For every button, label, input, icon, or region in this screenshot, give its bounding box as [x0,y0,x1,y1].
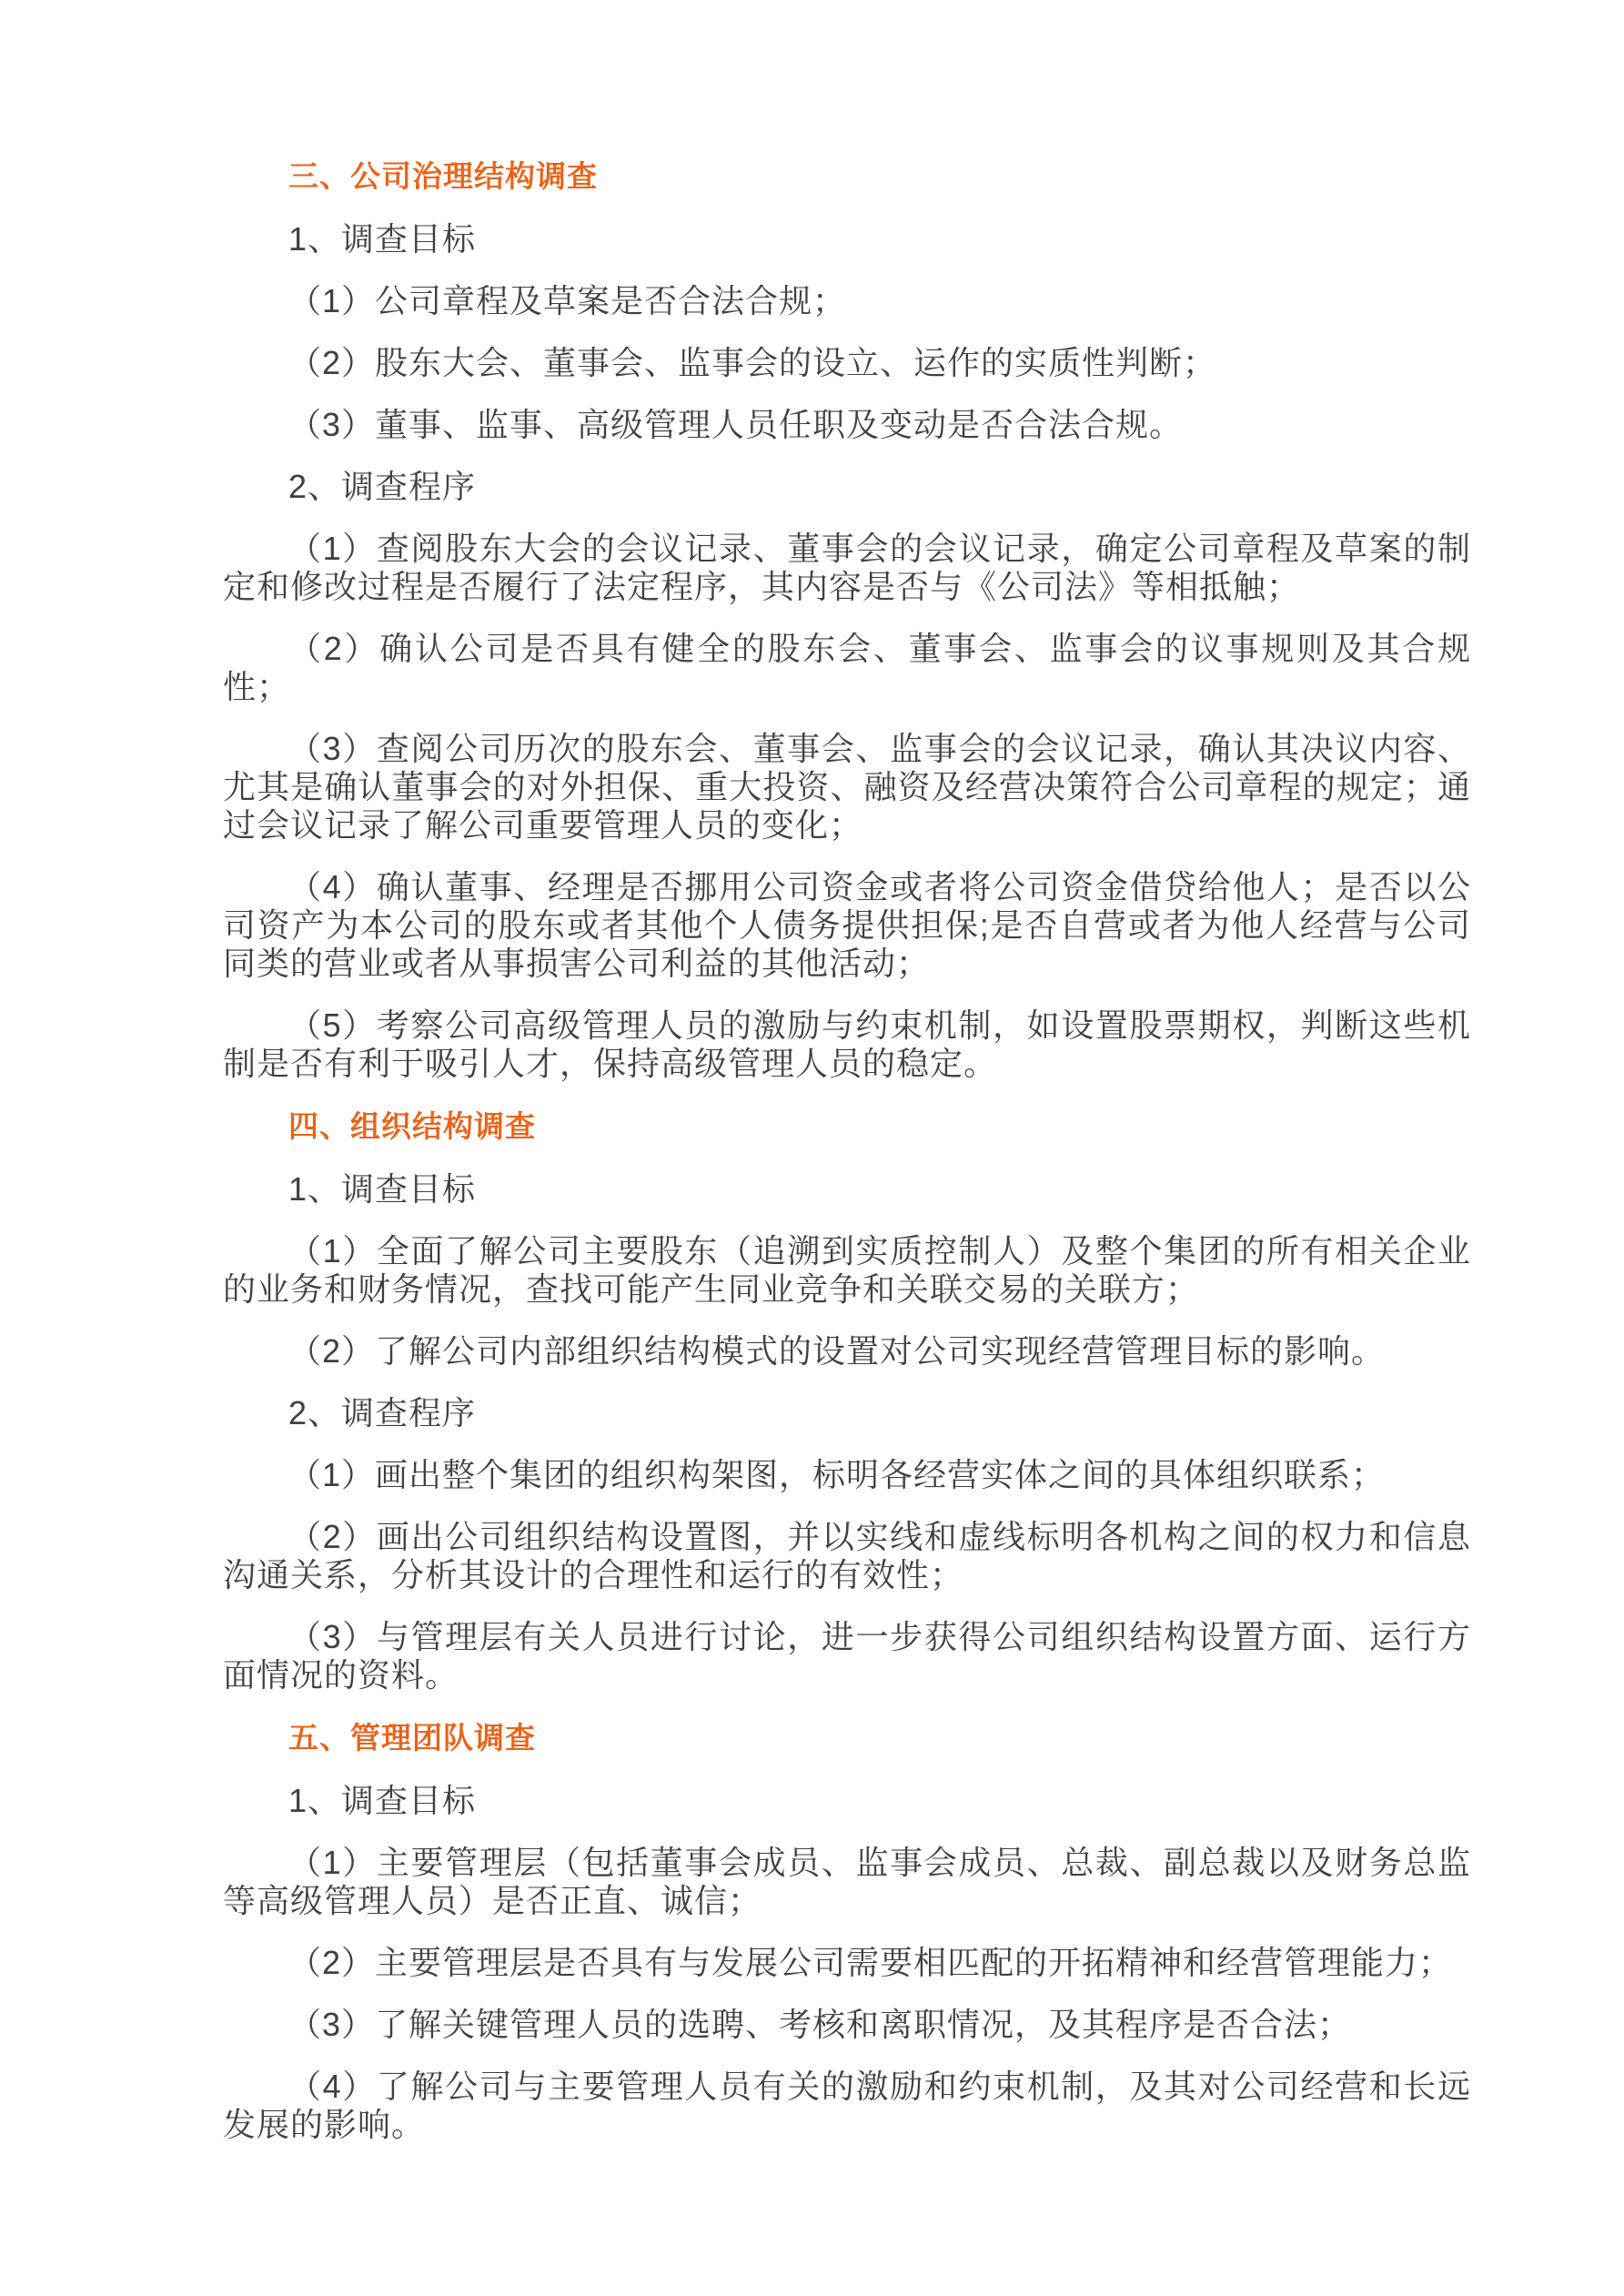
paragraph: （3）与管理层有关人员进行讨论，进一步获得公司组织结构设置方面、运行方面情况的资料。 [223,1618,1471,1694]
list-label-procedure: 2、调查程序 [288,1394,477,1431]
paragraph: （2）确认公司是否具有健全的股东会、董事会、监事会的议事规则及其合规性； [223,630,1471,705]
document-content [223,157,1471,2168]
section-heading-management: 五、管理团队调查 [288,1721,536,1755]
list-label-goal: 1、调查目标 [288,220,477,258]
list-label-procedure: 2、调查程序 [288,468,477,505]
paragraph: （2）主要管理层是否具有与发展公司需要相匹配的开拓精神和经营管理能力； [288,1944,1453,1981]
list-label-goal: 1、调查目标 [288,1782,477,1819]
paragraph: （4）了解公司与主要管理人员有关的激励和约束机制，及其对公司经营和长远发展的影响。 [223,2068,1471,2143]
list-label-goal: 1、调查目标 [288,1170,477,1208]
section-heading-governance: 三、公司治理结构调查 [288,159,598,193]
paragraph: （1）查阅股东大会的会议记录、董事会的会议记录，确定公司章程及草案的制定和修改过程是否履行了法定程序，其内容是否与《公司法》等相抵触； [223,530,1471,605]
paragraph: （2）了解公司内部组织结构模式的设置对公司实现经营管理目标的影响。 [288,1332,1386,1370]
paragraph: （5）考察公司高级管理人员的激励与约束机制，如设置股票期权，判断这些机制是否有利于吸引人才，保持高级管理人员的稳定。 [223,1006,1471,1082]
paragraph: （1）画出整个集团的组织构架图，标明各经营实体之间的具体组织联系； [288,1456,1386,1493]
paragraph: （1）公司章程及草案是否合法合规； [288,282,847,319]
paragraph: （1）主要管理层（包括董事会成员、监事会成员、总裁、副总裁以及财务总监等高级管理人员）是否正直、诚信； [223,1844,1471,1919]
paragraph: （2）画出公司组织结构设置图，并以实线和虚线标明各机构之间的权力和信息沟通关系，分析其设计的合理性和运行的有效性； [223,1518,1471,1593]
paragraph: （3）了解关键管理人员的选聘、考核和离职情况，及其程序是否合法； [288,2006,1352,2043]
paragraph: （1）全面了解公司主要股东（追溯到实质控制人）及整个集团的所有相关企业的业务和财务情况，查找可能产生同业竞争和关联交易的关联方； [223,1232,1471,1308]
paragraph: （4）确认董事、经理是否挪用公司资金或者将公司资金借贷给他人；是否以公司资产为本公司的股东或者其他个人债务提供担保;是否自营或者为他人经营与公司同类的营业或者从事损害公司利益的其他活动； [223,868,1471,982]
section-heading-organization: 四、组织结构调查 [288,1109,536,1143]
paragraph: （3）董事、监事、高级管理人员任职及变动是否合法合规。 [288,406,1184,443]
paragraph: （2）股东大会、董事会、监事会的设立、运作的实质性判断； [288,344,1217,381]
paragraph: （3）查阅公司历次的股东会、董事会、监事会的会议记录，确认其决议内容、尤其是确认董事会的对外担保、重大投资、融资及经营决策符合公司章程的规定；通过会议记录了解公司重要管理人员的变化； [223,730,1471,844]
